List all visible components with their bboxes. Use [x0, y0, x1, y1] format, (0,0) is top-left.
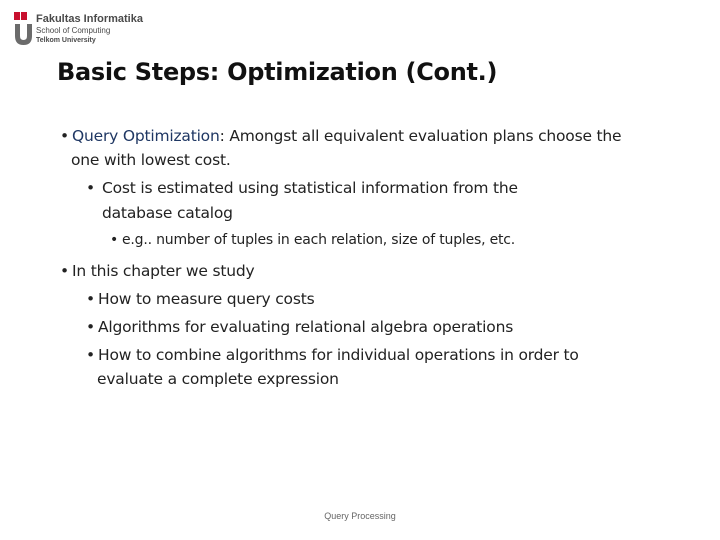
logo-school: School of Computing: [36, 26, 111, 35]
algorithms-text: Algorithms for evaluating relational algebra operations: [98, 318, 514, 336]
bullet-icon: •: [86, 290, 95, 308]
cost-estimation-continued: database catalog: [102, 204, 233, 222]
bullet-measure-costs: [86, 290, 314, 308]
query-optimization-continued: one with lowest cost.: [71, 151, 231, 169]
logo-university: Telkom University: [36, 37, 96, 44]
measure-costs-text: How to measure query costs: [98, 290, 315, 308]
logo: [14, 12, 154, 52]
slide-footer: Query Processing: [324, 511, 396, 521]
logo-text: [36, 13, 143, 46]
bullet-query-optimization: [60, 127, 621, 145]
example-text: e.g.. number of tuples in each relation, size of tuples, etc.: [122, 232, 516, 248]
term-query-optimization: Query Optimization: [72, 127, 220, 145]
bullet-icon: •: [86, 346, 95, 364]
bullet-icon: •: [86, 318, 95, 336]
chapter-text: In this chapter we study: [72, 262, 255, 280]
slide-title: Basic Steps: Optimization (Cont.): [57, 58, 498, 86]
combine-algorithms-continued: evaluate a complete expression: [97, 370, 339, 388]
bullet-icon: •: [86, 179, 95, 197]
bullet-icon: •: [110, 232, 119, 248]
bullet-chapter: [60, 262, 254, 280]
bullet-icon: •: [60, 262, 69, 280]
bullet-combine-algorithms: [86, 346, 579, 364]
bullet-algorithms: [86, 318, 513, 336]
bullet-icon: •: [60, 127, 69, 145]
bullet-cost-estimation: [86, 179, 518, 197]
bullet-example: [110, 232, 515, 248]
telkom-logo-icon: [14, 12, 34, 48]
cost-estimation-text: Cost is estimated using statistical information from the: [102, 179, 518, 197]
logo-faculty: Fakultas Informatika: [36, 13, 143, 25]
query-optimization-text: : Amongst all equivalent evaluation plans choose the: [219, 127, 622, 145]
combine-algorithms-text: How to combine algorithms for individual operations in order to: [98, 346, 579, 364]
